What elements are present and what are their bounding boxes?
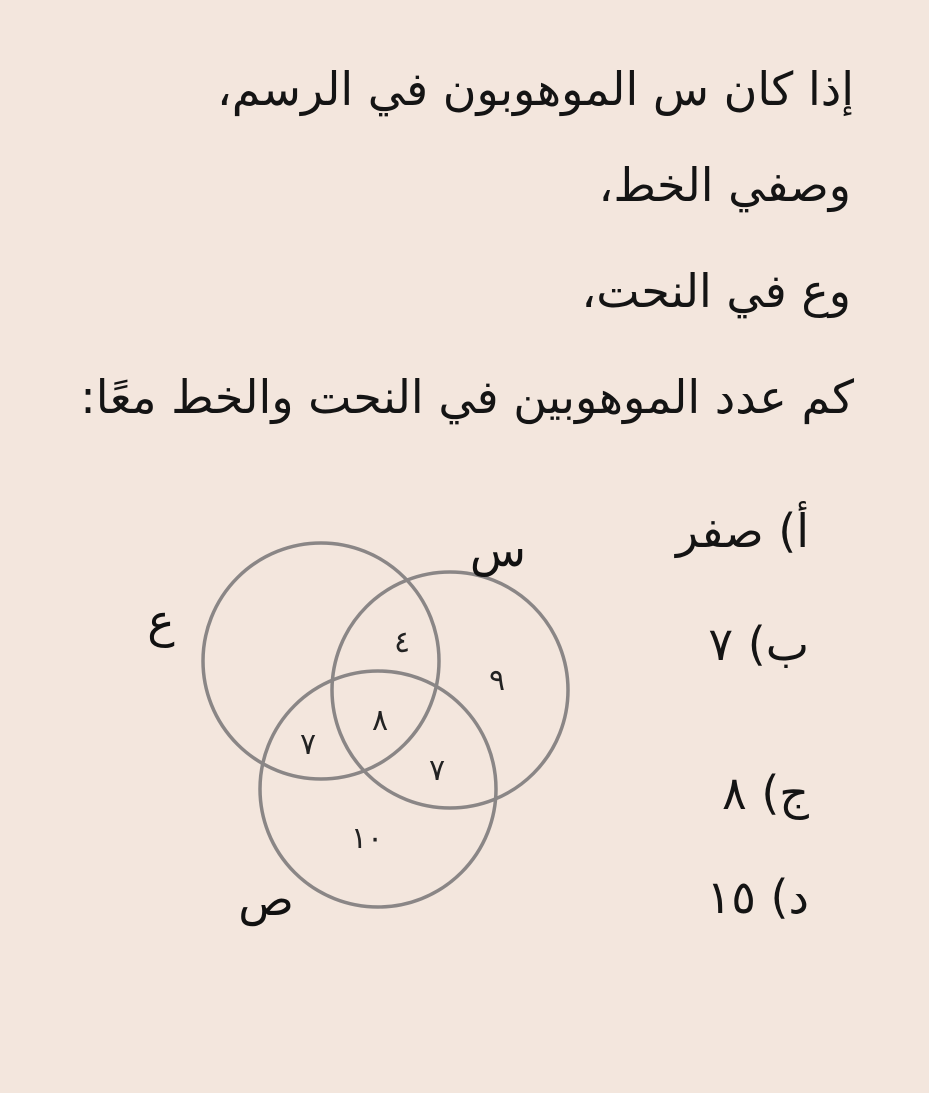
label-ain: ع xyxy=(147,594,175,648)
region-s-sad: ٧ xyxy=(428,753,446,788)
question-line-4: كم عدد الموهوبين في النحت والخط معًا: xyxy=(80,370,854,424)
choice-b: ب) ٧ xyxy=(708,617,809,671)
choice-a: أ) صفر xyxy=(675,504,809,558)
question-line-1: إذا كان س الموهوبون في الرسم، xyxy=(216,62,854,116)
label-s: س xyxy=(469,523,527,577)
question-line-3: وع في النحت، xyxy=(581,264,851,318)
label-sad: ص xyxy=(238,872,294,926)
question-line-2: وصفي الخط، xyxy=(598,158,851,212)
choice-d: د) ١٥ xyxy=(706,870,809,924)
choice-c: ج) ٨ xyxy=(722,766,809,820)
region-ain-sad: ٧ xyxy=(299,727,317,762)
region-ain-s: ٤ xyxy=(393,625,411,660)
circle-s xyxy=(332,572,568,808)
region-sad-only: ١٠ xyxy=(350,821,384,856)
circle-ain xyxy=(203,543,439,779)
region-all-three: ٨ xyxy=(371,703,389,738)
region-s-only: ٩ xyxy=(488,663,506,698)
